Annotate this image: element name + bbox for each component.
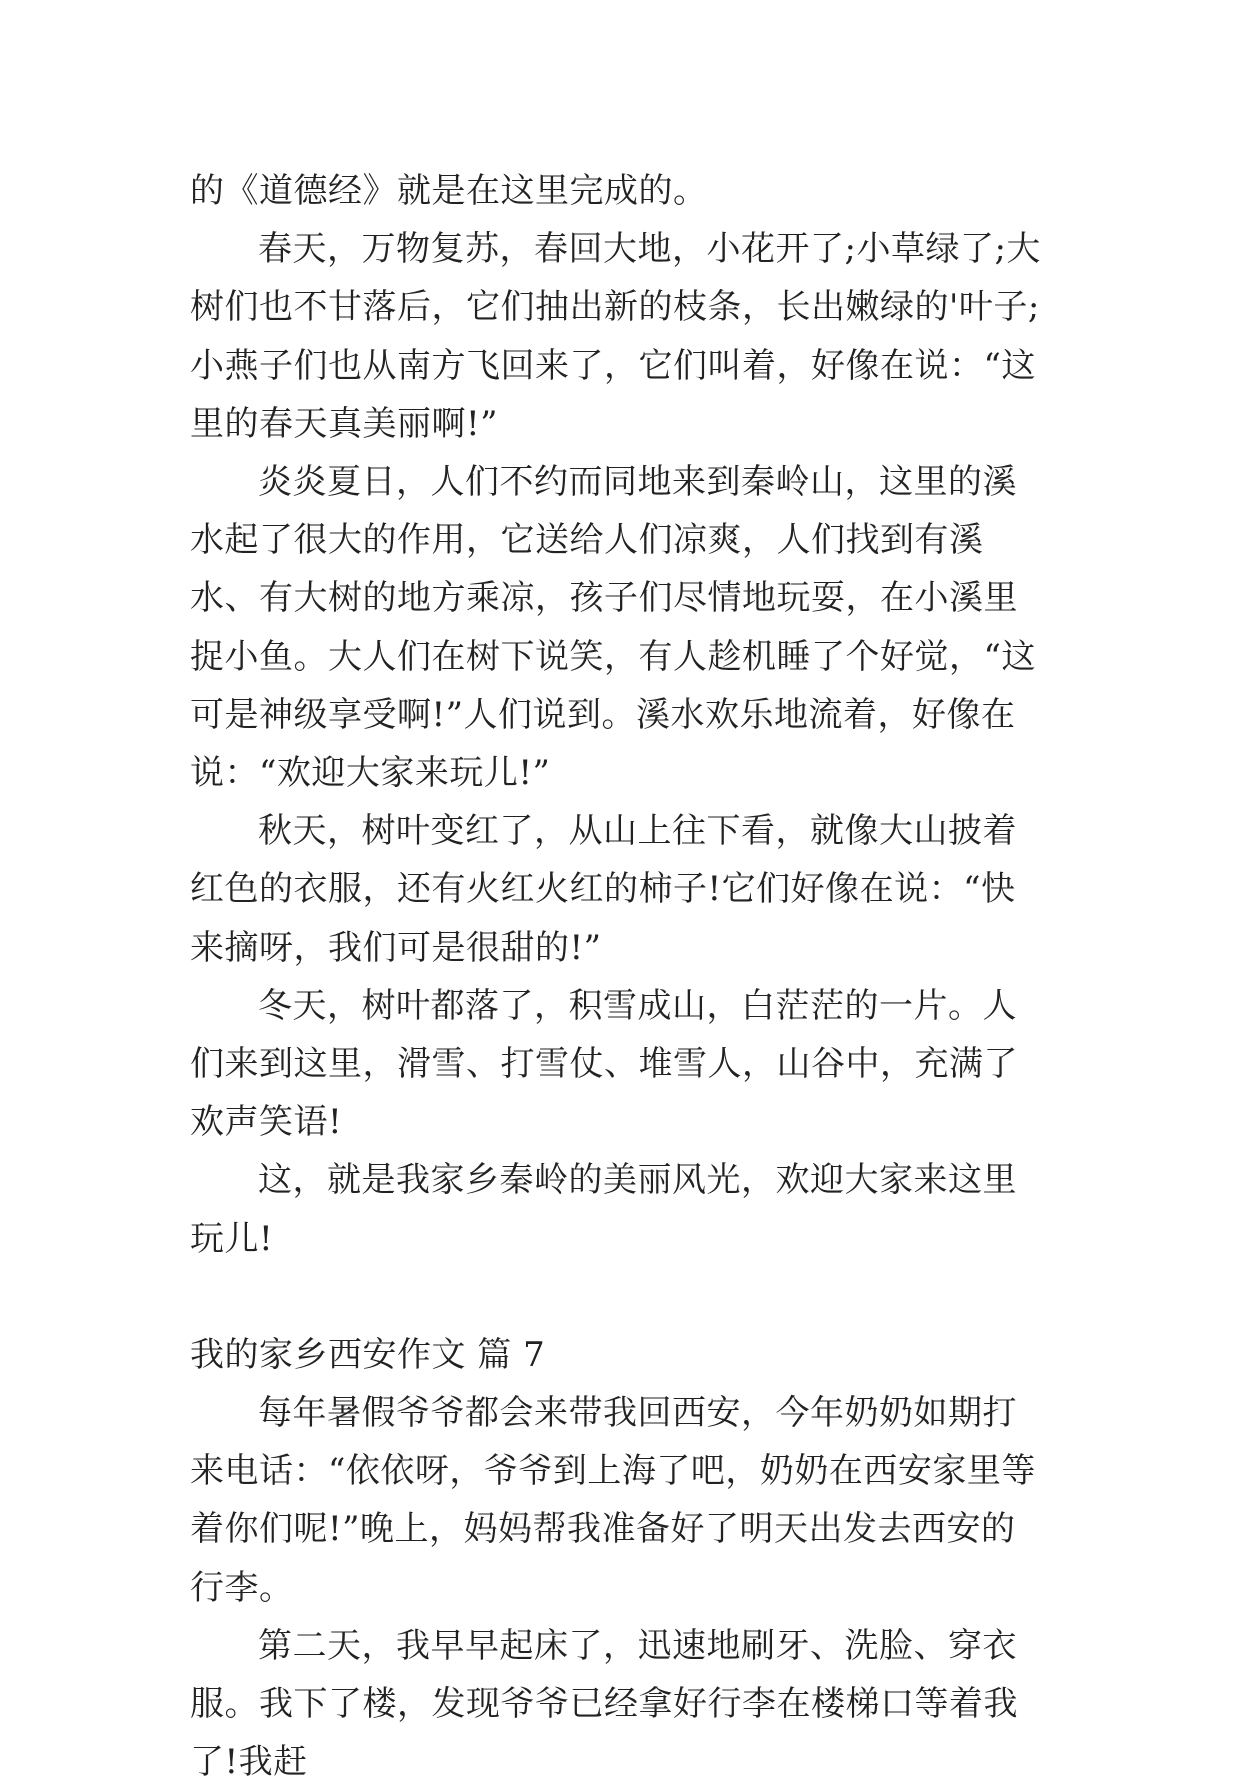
paragraph-phone-call: 每年暑假爷爷都会来带我回西安，今年奶奶如期打来电话：“依依呀，爷爷到上海了吧，奶奶在西安家里等着你们呢!”晚上，妈妈帮我准备好了明天出发去西安的行李。 [190,1393,1036,1608]
paragraph-spring: 春天，万物复苏，春回大地，小花开了;小草绿了;大树们也不甘落后，它们抽出新的枝条，长出嫩绿的'叶子;小燕子们也从南方飞回来了，它们叫着，好像在说：“这里的春天真美丽啊!” [190,229,1041,444]
paragraph-autumn: 秋天，树叶变红了，从山上往下看，就像大山披着红色的衣服，还有火红火红的柿子!它们好像在说：“快来摘呀，我们可是很甜的!” [190,811,1017,968]
section-title: 我的家乡西安作文 篇 7 [190,1334,546,1375]
paragraph-conclusion: 这，就是我家乡秦岭的美丽风光，欢迎大家来这里玩儿! [190,1160,1017,1259]
document-body [190,162,1050,1791]
paragraph-next-day: 第二天，我早早起床了，迅速地刷牙、洗脸、穿衣服。我下了楼，发现爷爷已经拿好行李在楼梯口等着我了!我赶 [190,1625,1018,1783]
paragraph-continuation: 的《道德经》就是在这里完成的。 [190,171,708,211]
paragraph-winter: 冬天，树叶都落了，积雪成山，白茫茫的一片。人们来到这里，滑雪、打雪仗、堆雪人，山谷中，充满了欢声笑语! [190,985,1018,1143]
paragraph-summer: 炎炎夏日，人们不约而同地来到秦岭山，这里的溪水起了很大的作用，它送给人们凉爽，人们找到有溪水、有大树的地方乘凉，孩子们尽情地玩耍，在小溪里捉小鱼。大人们在树下说笑，有人趁机睡了个好觉，“这可是神级享受啊!”人们说到。溪水欢乐地流着，好像在说：“欢迎大家来玩儿!” [190,462,1036,794]
